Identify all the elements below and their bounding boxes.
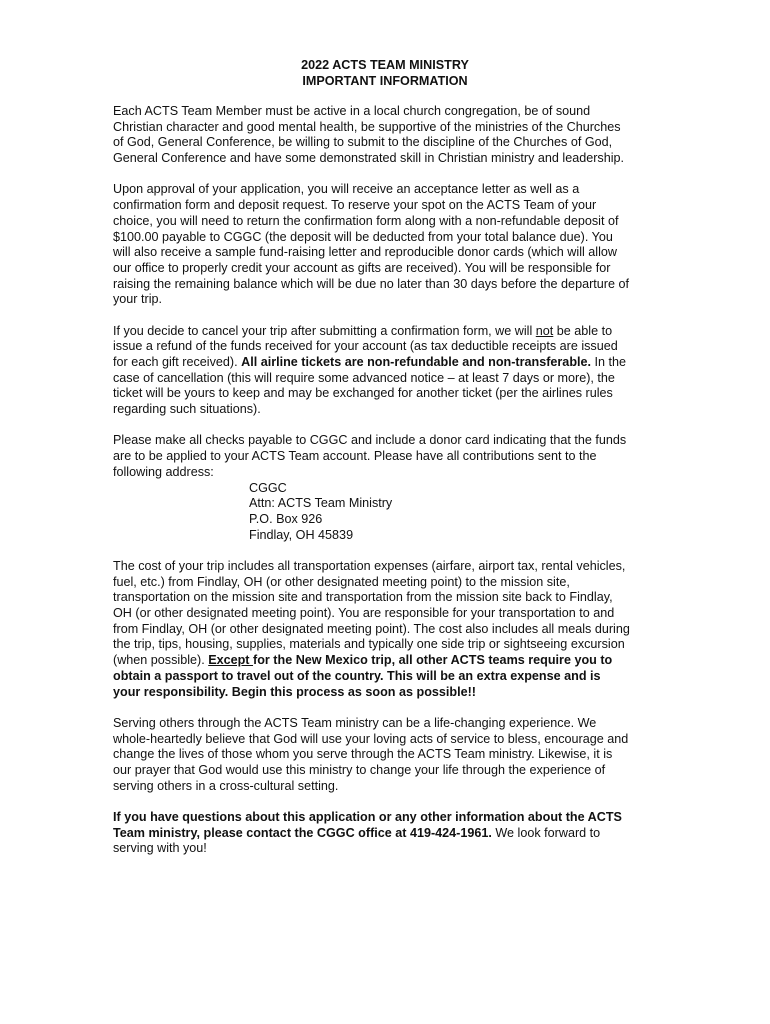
text-run: If you decide to cancel your trip after submitting a confirmation form, we will [113,323,536,338]
text-line: will also receive a sample fund-raising letter and reproducible donor cards (which will allow [113,245,617,260]
text-line: issue a refund of the funds received for your account (as tax deductible receipts are issued [113,339,618,354]
text-line: $100.00 payable to CGGC (the deposit will be deducted from your total balance due). You [113,229,613,244]
text-line: Serving others through the ACTS Team ministry can be a life-changing experience. We [113,715,597,730]
contact-phone-notice: Team ministry, please contact the CGGC office at 419-424-1961. [113,825,492,840]
text-line: are to be applied to your ACTS Team account. Please have all contributions sent to the [113,449,597,464]
text-run: (when possible). [113,653,209,668]
text-line: our office to properly credit your account as gifts are received). You will be responsible for [113,260,611,275]
text-line: your responsibility. Begin this process as soon as possible!! [113,684,476,699]
text-line: The cost of your trip includes all transportation expenses (airfare, airport tax, rental vehicles, [113,558,626,573]
paragraph-serving-others [113,716,663,795]
text-line: of God, General Conference, be willing to submit to the discipline of the Churches of God, [113,135,613,150]
underlined-not: not [535,323,554,338]
text-line [113,324,663,340]
text-run: In the [591,355,627,370]
paragraph-application-approval [113,182,663,308]
paragraph-trip-cost [113,559,663,700]
text-line: following address: [113,464,214,479]
title-line-1: 2022 ACTS TEAM MINISTRY [301,58,469,72]
text-line: your trip. [113,292,162,307]
paragraph-cancellation-policy [113,324,663,418]
text-line: raising the remaining balance which will be due no later than 30 days before the departure of [113,276,629,291]
text-line: choice, you will need to return the confirmation form along with a non-refundable deposit of [113,213,619,228]
text-line [113,826,663,842]
text-line: serving with you! [113,841,207,856]
text-line: obtain a passport to travel out of the country. This will be an extra expense and is [113,668,601,683]
text-line: the trip, tips, housing, supplies, materials and typically one side trip or sightseeing excursion [113,637,625,652]
text-line: case of cancellation (this will require some advanced notice – at least 7 days or more), the [113,370,615,385]
text-line: from Findlay, OH (or other designated meeting point). The cost also includes all meals during [113,621,630,636]
text-line: confirmation form and deposit request. To reserve your spot on the ACTS Team of your [113,198,597,213]
mailing-address [249,481,663,544]
text-line: OH (or other designated meeting point). You are responsible for your transportation to and [113,606,615,621]
paragraph-contact [113,810,663,857]
text-line: regarding such situations). [113,402,261,417]
address-line: Findlay, OH 45839 [249,527,354,542]
text-run: for each gift received). [113,355,242,370]
title-line-2: IMPORTANT INFORMATION [302,74,468,88]
text-line: change the lives of those whom you serve through the ACTS Team ministry. Likewise, it is [113,747,613,762]
text-run: be able to [553,323,613,338]
text-run: We look forward to [491,825,601,840]
text-line: fuel, etc.) from Findlay, OH (or other designated meeting point) to the mission site, [113,574,570,589]
paragraph-checks-payable [113,433,663,480]
document-body [113,104,663,873]
address-line: P.O. Box 926 [249,511,323,526]
text-line: General Conference and have some demonstrated skill in Christian ministry and leadership. [113,151,625,166]
except-emphasis: Except [208,653,254,668]
text-line: whole-heartedly believe that God will use your loving acts of service to bless, encourage and [113,731,629,746]
text-line: Upon approval of your application, you will receive an acceptance letter as well as a [113,182,580,197]
address-line: CGGC [249,480,287,495]
text-line: our prayer that God would use this ministry to change your life through the experience of [113,762,606,777]
document-title [0,57,770,89]
text-line [113,355,663,371]
text-line: Christian character and good mental health, be supportive of the ministries of the Churches [113,119,621,134]
airline-tickets-notice: All airline tickets are non-refundable and non-transferable. [241,355,592,370]
text-line: If you have questions about this application or any other information about the ACTS [113,809,622,824]
text-line: Please make all checks payable to CGGC and include a donor card indicating that the funds [113,433,627,448]
paragraph-membership-requirements [113,104,663,167]
passport-notice: for the New Mexico trip, all other ACTS teams require you to [253,653,613,668]
text-line [113,653,663,669]
address-line: Attn: ACTS Team Ministry [249,496,393,511]
text-line: Each ACTS Team Member must be active in a local church congregation, be of sound [113,104,591,118]
text-line: transportation on the mission site and transportation from the mission site back to Findlay, [113,590,613,605]
text-line: ticket will be yours to keep and may be exchanged for another ticket (per the airlines rules [113,386,613,401]
text-line: serving others in a cross-cultural setting. [113,778,339,793]
